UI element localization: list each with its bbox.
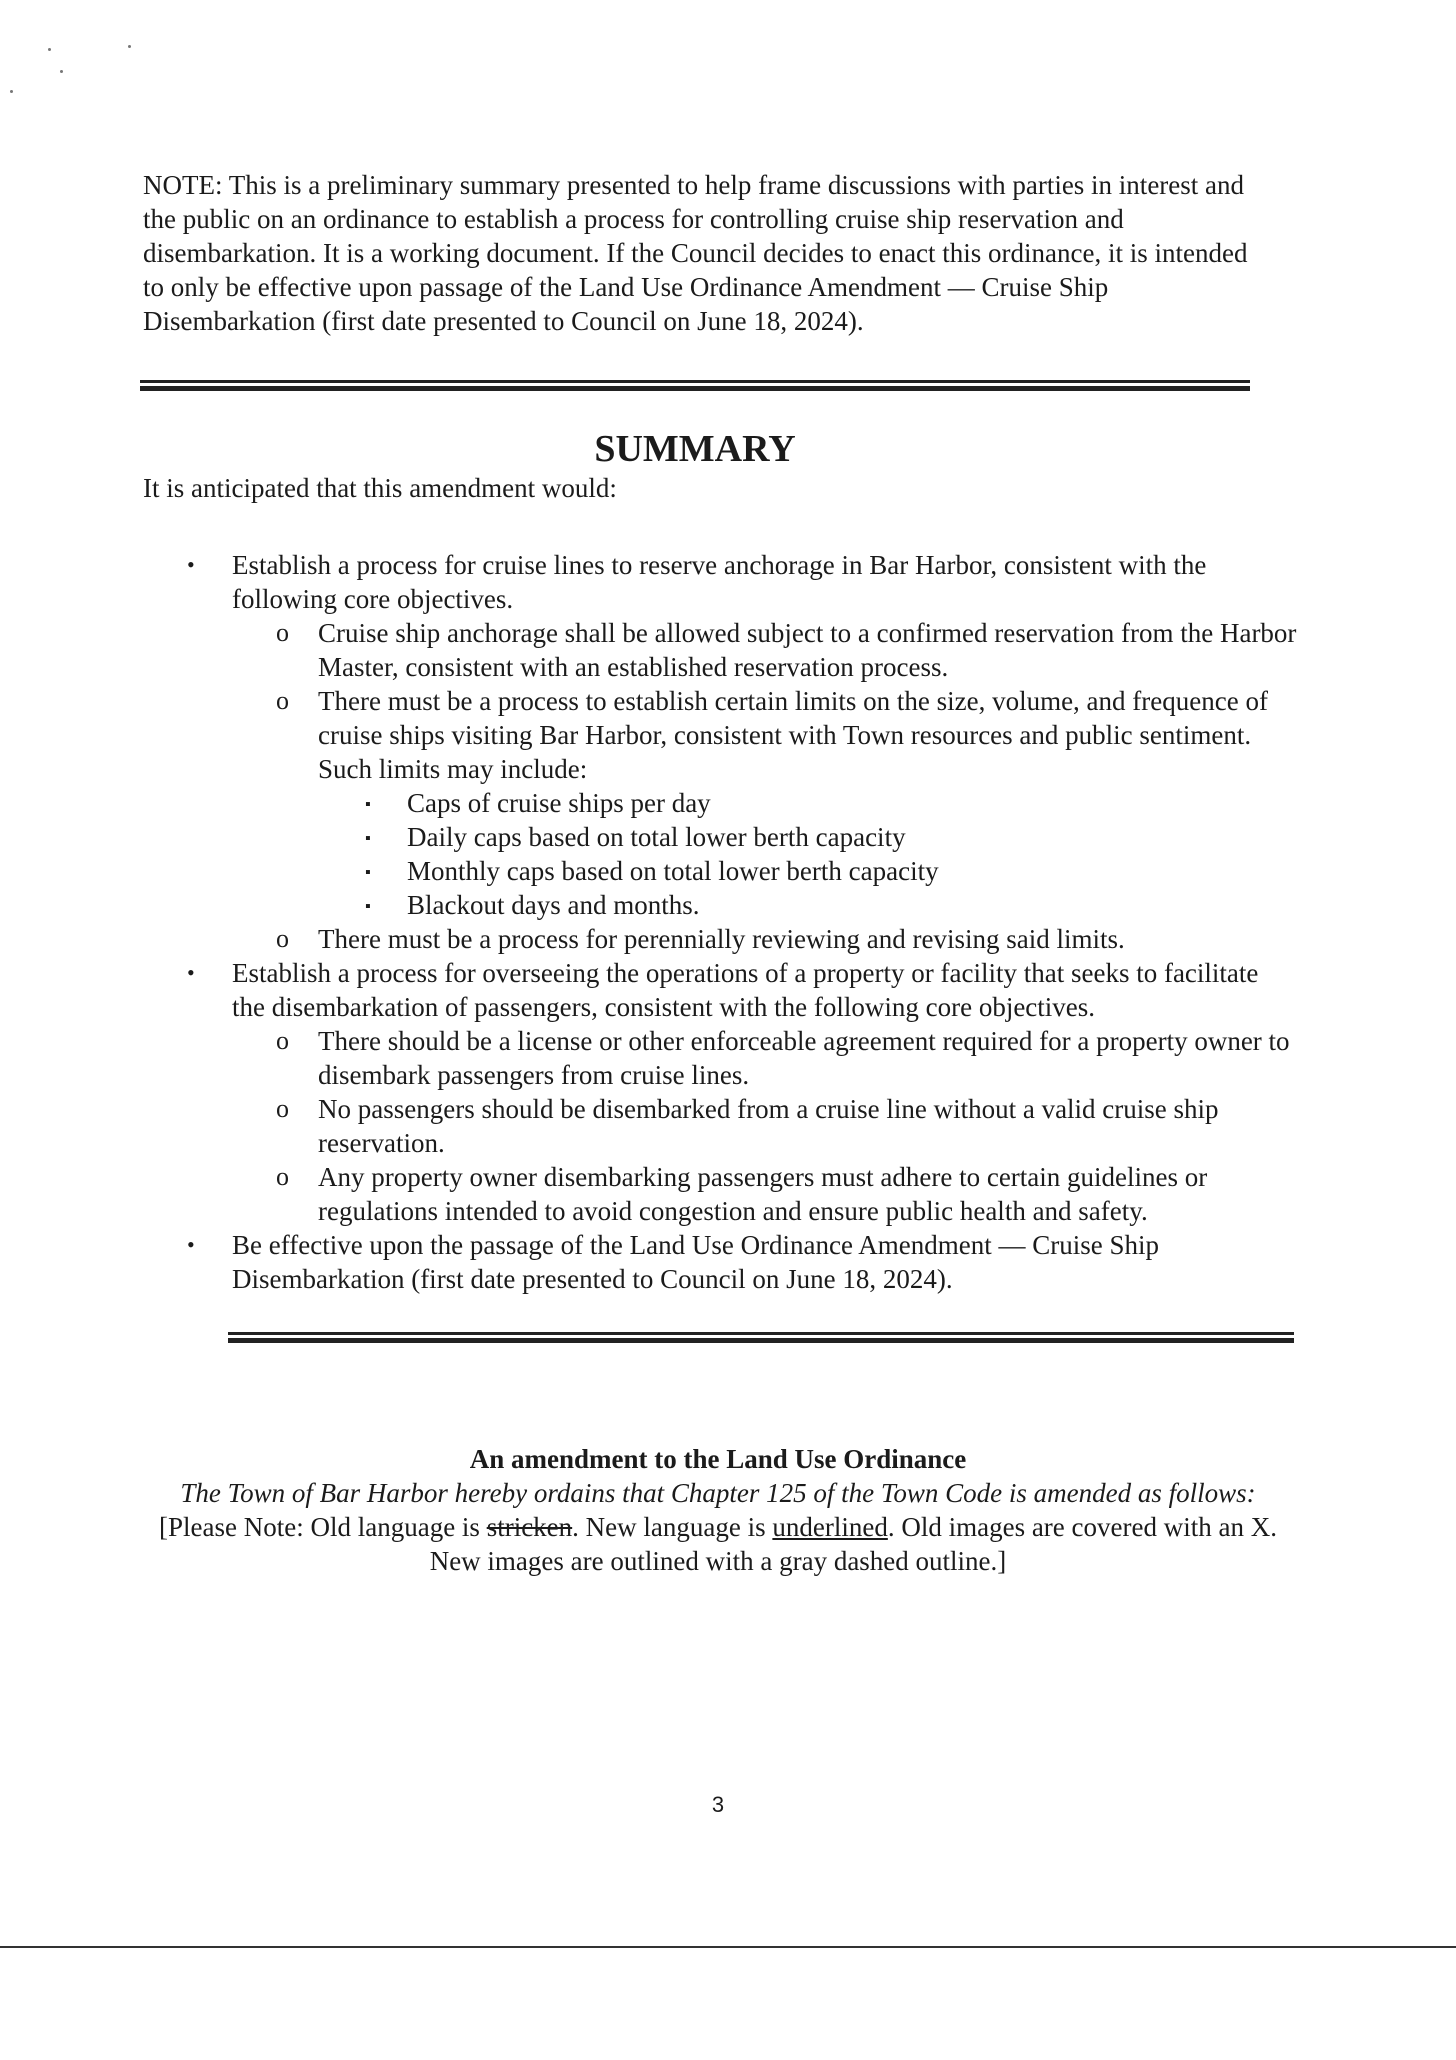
scan-speck [48,48,51,51]
list-marker: o [276,1094,289,1123]
list-marker: • [187,1232,195,1257]
page-number: 3 [711,1792,725,1817]
list-item-text: Cruise ship anchorage shall be allowed subject to a confirmed reservation from the Harbor Master, consistent with an established reservation process. [318,618,1297,682]
list-marker: o [276,618,289,647]
sub-sub-item [0,820,1287,854]
summary-intro: It is anticipated that this amendment would: [143,473,617,503]
amendment-title: An amendment to the Land Use Ordinance [469,1444,967,1474]
list-marker: o [276,924,289,953]
scan-speck [60,70,63,73]
list-marker: ▪ [365,898,371,915]
list-marker: o [276,686,289,715]
sub-item [0,1024,1298,1092]
amendment-subtitle: The Town of Bar Harbor hereby ordains that Chapter 125 of the Town Code is amended as follows: [180,1478,1256,1508]
stricken-example: stricken [486,1512,573,1542]
sub-item [0,616,1298,684]
amendment-block [0,1442,1436,1578]
sub-sub-item [0,786,1287,820]
list-marker: o [276,1162,289,1191]
list-item-text: Any property owner disembarking passengers must adhere to certain guidelines or regulations intended to avoid congestion and ensure public health and safety. [318,1162,1208,1226]
summary-list [0,548,1456,1296]
list-item-text: Be effective upon the passage of the Land Use Ordinance Amendment — Cruise Ship Disembarkation (first date presented to Council on June 18, 2024). [232,1230,1160,1294]
sub-sub-item [0,854,1287,888]
list-item-text: Caps of cruise ships per day [407,788,711,818]
list-marker: o [276,1026,289,1055]
list-item-text: Monthly caps based on total lower berth capacity [407,856,939,886]
sub-item [0,1092,1298,1160]
preliminary-note: NOTE: This is a preliminary summary presented to help frame discussions with parties in interest and the public on an ordinance to establish a process for controlling cruise ship reservation and disembarkation. It is a working document. If the Council decides to enact this ordinance, it is intended to only be effective upon passage of the Land Use Ordinance Amendment — Cruise Ship Disembarkation (first date presented to Council on June 18, 2024). [143,170,1248,336]
amendment-note [148,1510,1288,1578]
underlined-example: underlined [772,1512,888,1542]
bullet-item [0,956,1292,1024]
note-suffix: . Old images are covered with an X. New images are outlined with a gray dashed outline.] [429,1512,1277,1576]
list-marker: • [187,552,195,577]
list-item-text: Blackout days and months. [407,890,700,920]
list-item-text: There should be a license or other enforceable agreement required for a property owner to disembark passengers from cruise lines. [318,1026,1290,1090]
sub-item [0,1160,1298,1228]
list-item-text: Establish a process for overseeing the operations of a property or facility that seeks to facilitate the disembarkation of passengers, consistent with the following core objectives. [232,958,1259,1022]
list-marker: • [187,960,195,985]
sub-item [0,684,1298,786]
scan-edge-line [0,1946,1456,1948]
list-item-text: There must be a process to establish certain limits on the size, volume, and frequence of cruise ships visiting Bar Harbor, consistent with Town resources and public sentiment. Such limits may include: [318,686,1268,784]
list-item-text: No passengers should be disembarked from a cruise line without a valid cruise ship reservation. [318,1094,1219,1158]
sub-sub-item [0,888,1287,922]
list-marker: ▪ [365,830,371,847]
note-middle: . New language is [572,1512,773,1542]
bullet-item [0,548,1292,616]
sub-item [0,922,1298,956]
scan-speck [10,90,13,93]
list-marker: ▪ [365,796,371,813]
summary-heading: SUMMARY [594,428,796,470]
list-item-text: There must be a process for perennially reviewing and revising said limits. [318,924,1125,954]
list-item-text: Daily caps based on total lower berth capacity [407,822,906,852]
list-marker: ▪ [365,864,371,881]
scan-speck [128,45,131,48]
list-item-text: Establish a process for cruise lines to reserve anchorage in Bar Harbor, consistent with the following core objectives. [232,550,1207,614]
bullet-item [0,1228,1292,1296]
note-prefix: [Please Note: Old language is [159,1512,487,1542]
